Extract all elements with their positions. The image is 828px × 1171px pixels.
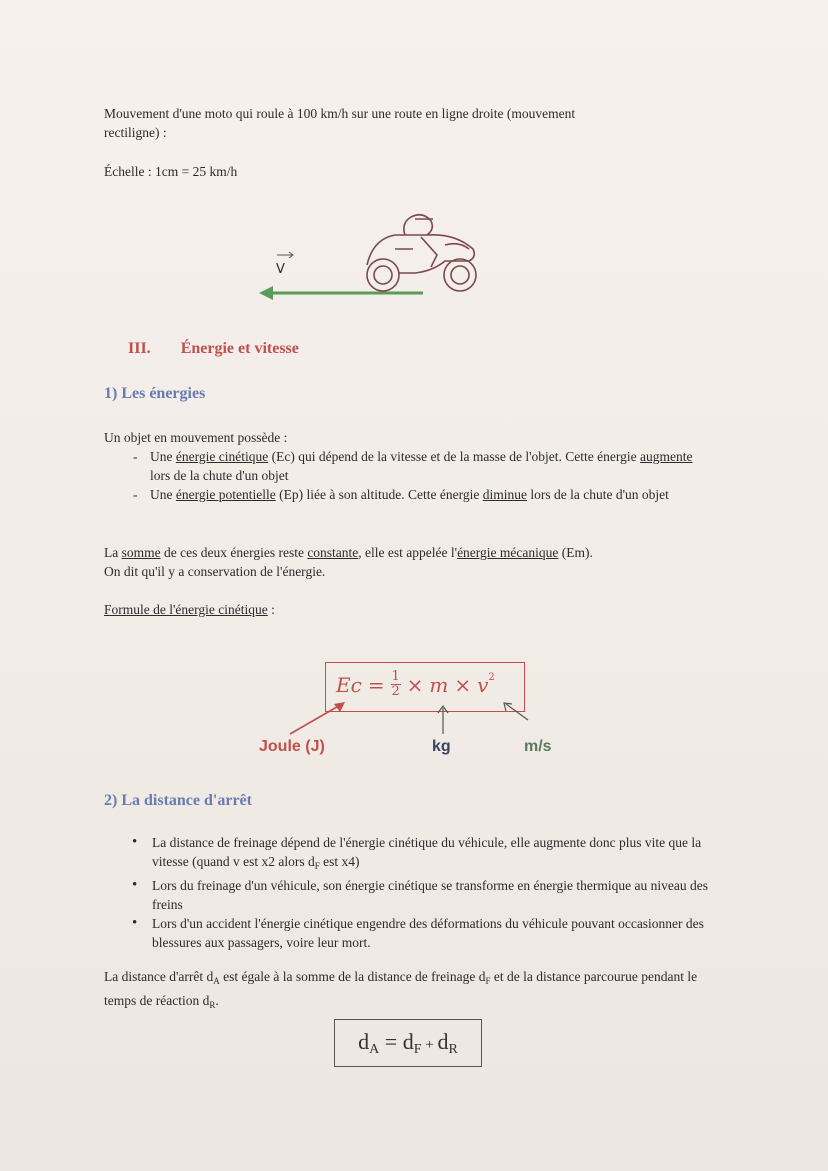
- motorcycle-vector-illustration: [255, 205, 495, 305]
- energies-list: [130, 447, 710, 504]
- list-item: • Lors du freinage d'un véhicule, son énergie cinétique se transforme en énergie thermique au niveau des freins: [126, 876, 716, 914]
- section-number: III.: [128, 340, 151, 357]
- section-title: Énergie et vitesse: [180, 340, 299, 357]
- velocity-vector-head: [259, 286, 273, 300]
- unit-mass: kg: [432, 738, 451, 755]
- intro-paragraph: [104, 104, 724, 142]
- kinetic-energy-formula: Ec = $\frac{1}{2}$ × m × $v^2$: [336, 669, 495, 699]
- vector-label: V: [276, 262, 285, 277]
- energy-arrow: [290, 704, 342, 734]
- list-item: • Lors d'un accident l'énergie cinétique engendre des déformations du véhicule pouvant occasionner des blessures aux passagers, voire leur mort.: [126, 914, 716, 952]
- formula-annotation-arrows: [250, 690, 550, 740]
- mechanical-energy-paragraph: La somme de ces deux énergies reste constante, elle est appelée l'énergie mécanique (Em). On dit qu'il y a conservation de l'énergie.: [104, 545, 593, 579]
- subsection-1-title: 1) Les énergies: [104, 385, 206, 402]
- list-item: • La distance de freinage dépend de l'énergie cinétique du véhicule, elle augmente donc plus vite que la vitesse (quand v est x2 alors $d_F$ est x4): [126, 833, 716, 876]
- list-item: - Une énergie potentielle (Ep) liée à son altitude. Cette énergie diminue lors de la chute d'un objet: [130, 485, 710, 504]
- stopping-distance-paragraph: La distance d'arrêt $d_A$ est égale à la somme de la distance de freinage $d_F$ et de la distance parcourue pendant le temps de réaction $d_R$.: [104, 969, 698, 1010]
- speed-arrow: [506, 704, 528, 720]
- conservation-text: On dit qu'il y a conservation de l'énergie.: [104, 564, 326, 579]
- formula-fraction: $\frac{1}{2}$: [391, 669, 400, 699]
- section-heading: [128, 340, 299, 358]
- unit-energy: Joule (J): [259, 738, 325, 755]
- stopping-list: [126, 833, 716, 952]
- list-item: - Une énergie cinétique (Ec) qui dépend de la vitesse et de la masse de l'objet. Cette énergie augmente lors de la chute d'un objet: [130, 447, 710, 485]
- formula-velocity: $v^2$: [477, 672, 495, 697]
- subsection-2-title: 2) La distance d'arrêt: [104, 792, 252, 809]
- intro-line-1: Mouvement d'une moto qui roule à 100 km/h sur une route en ligne droite (mouvement: [104, 106, 576, 121]
- scale-text: Échelle : 1cm = 25 km/h: [104, 164, 238, 179]
- motorcycle-icon: [367, 215, 476, 291]
- formula-lhs: Ec: [336, 672, 362, 697]
- formula-mass: m: [429, 672, 449, 697]
- intro-line-2: rectiligne) :: [104, 125, 167, 140]
- stopping-distance-formula: dA = dF + dR: [334, 1019, 482, 1067]
- energies-intro: Un objet en mouvement possède :: [104, 430, 288, 445]
- unit-speed: m/s: [524, 738, 552, 755]
- formula-heading: Formule de l'énergie cinétique :: [104, 602, 275, 617]
